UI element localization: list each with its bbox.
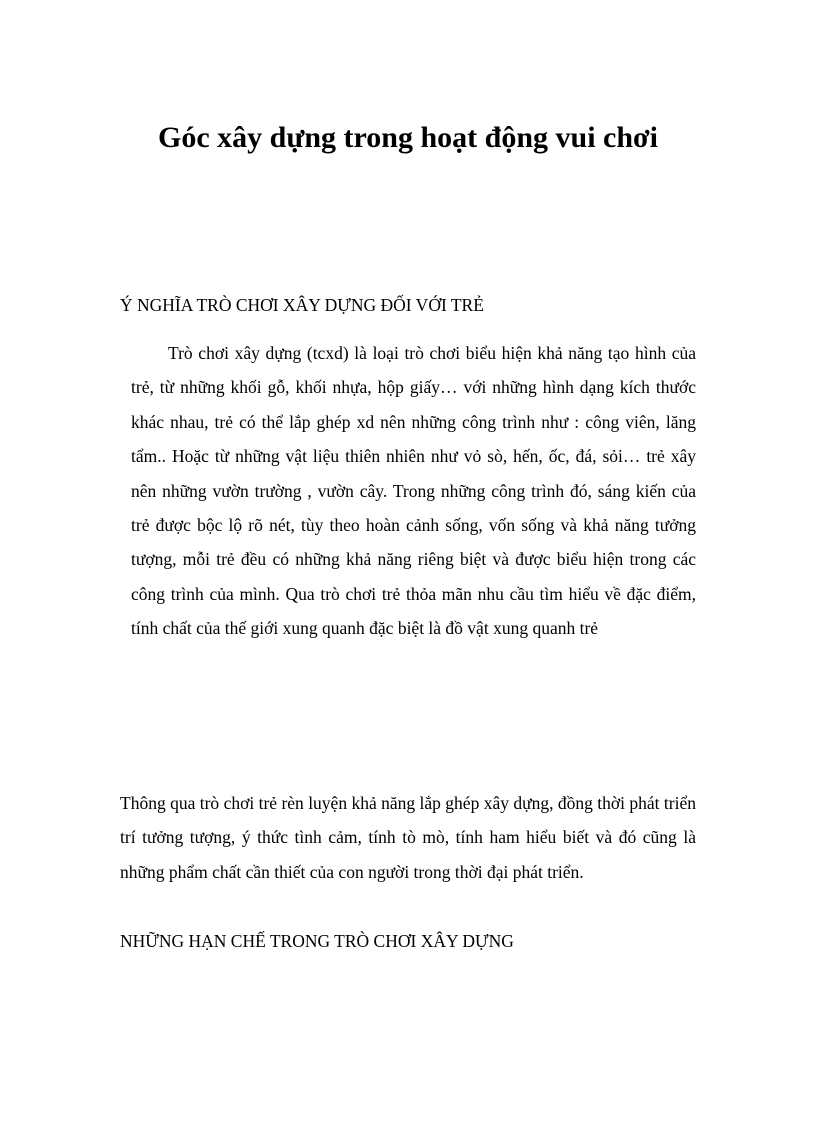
section-heading-limitations: NHỮNG HẠN CHẾ TRONG TRÒ CHƠI XÂY DỰNG xyxy=(120,931,514,951)
paragraph-meaning: Trò chơi xây dựng (tcxd) là loại trò chơi biểu hiện khả năng tạo hình của trẻ, từ những khối gỗ, khối nhựa, hộp giấy… với những hình dạng kích thước khác nhau, trẻ có thể lắp ghép xd nên những công trình như : công viên, lăng tẩm.. Hoặc từ những vật liệu thiên nhiên như vỏ sò, hến, ốc, đá, sỏi… trẻ xây nên những vườn trường , vườn cây. Trong những công trình đó, sáng kiến của trẻ được bộc lộ rõ nét, tùy theo hoàn cảnh sống, vốn sống và khả năng tưởng tượng, mỗi trẻ đều có những khả năng riêng biệt và được biểu hiện trong các công trình của mình. Qua trò chơi trẻ thỏa mãn nhu cầu tìm hiểu về đặc điểm, tính chất của thế giới xung quanh đặc biệt là đồ vật xung quanh trẻ xyxy=(131,343,696,639)
section-heading-meaning: Ý NGHĨA TRÒ CHƠI XÂY DỰNG ĐỐI VỚI TRẺ xyxy=(120,295,484,315)
paragraph-benefits: Thông qua trò chơi trẻ rèn luyện khả năng lắp ghép xây dựng, đồng thời phát triển trí tưởng tượng, ý thức tình cảm, tính tò mò, tính ham hiểu biết và đó cũng là những phẩm chất cần thiết của con người trong thời đại phát triển. xyxy=(120,793,696,882)
document-title: Góc xây dựng trong hoạt động vui chơi xyxy=(158,121,658,154)
